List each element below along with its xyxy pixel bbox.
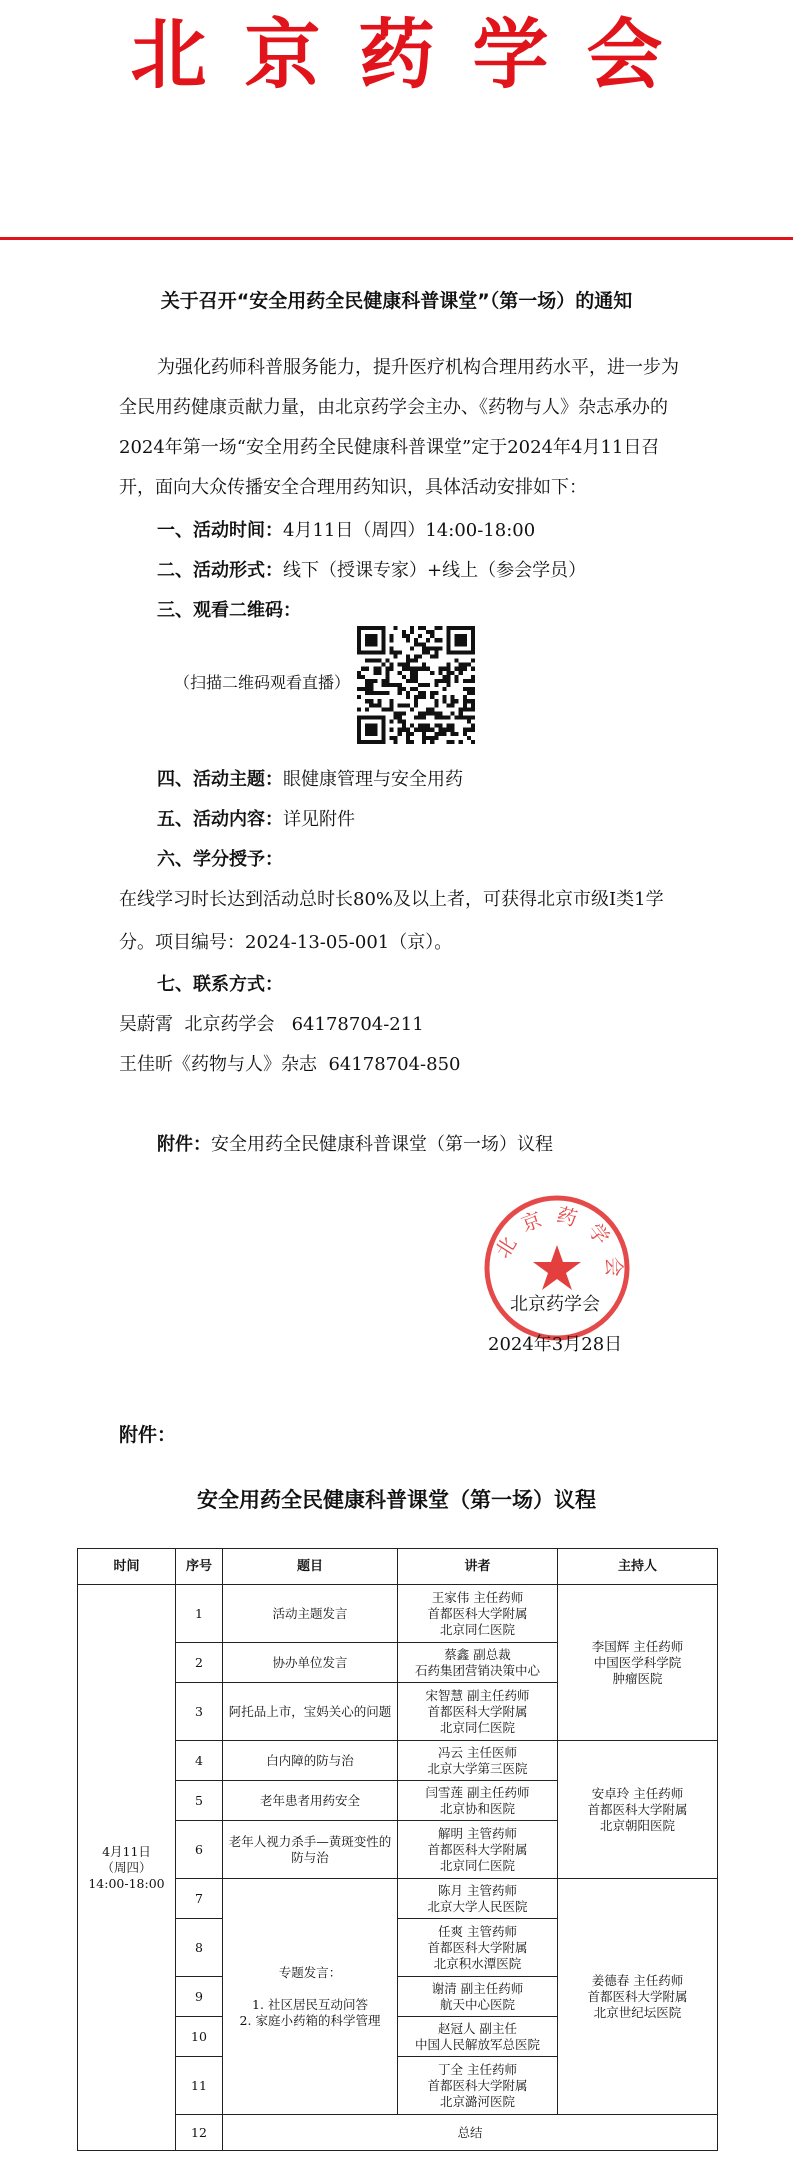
attachment-note-label: 附件： — [157, 1134, 211, 1155]
row-speaker: 冯云 主任医师 北京大学第三医院 — [398, 1741, 558, 1781]
item-form — [157, 556, 586, 586]
row-speaker: 赵冠人 副主任 中国人民解放军总医院 — [398, 2017, 558, 2057]
row-speaker: 任爽 主管药师 首都医科大学附属 北京积水潭医院 — [398, 1919, 558, 1977]
host-cell-2: 安卓玲 主任药师 首都医科大学附属 北京朝阳医院 — [558, 1741, 718, 1879]
row-topic: 协办单位发言 — [223, 1643, 398, 1683]
row-topic: 白内障的防与治 — [223, 1741, 398, 1781]
header-topic: 题目 — [223, 1549, 398, 1585]
row-topic: 老年患者用药安全 — [223, 1781, 398, 1821]
item-form-value: 线下（授课专家）+线上（参会学员） — [283, 560, 587, 581]
row-no: 11 — [176, 2057, 223, 2115]
special-topic-cell: 专题发言： 1. 社区居民互动问答 2. 家庭小药箱的科学管理 — [223, 1879, 398, 2115]
agenda-title: 安全用药全民健康科普课堂（第一场）议程 — [197, 1488, 596, 1512]
item-contact-label: 七、联系方式： — [157, 974, 283, 995]
row-speaker: 谢清 副主任药师 航天中心医院 — [398, 1977, 558, 2017]
row-no: 6 — [176, 1821, 223, 1879]
row-topic: 活动主题发言 — [223, 1585, 398, 1643]
row-no: 8 — [176, 1919, 223, 1977]
svg-text:北京药学会: 北京药学会 — [490, 1202, 627, 1289]
row-speaker: 闫雪莲 副主任药师 北京协和医院 — [398, 1781, 558, 1821]
row-no: 3 — [176, 1683, 223, 1741]
row-speaker: 宋智慧 副主任药师 首都医科大学附属 北京同仁医院 — [398, 1683, 558, 1741]
row-topic: 阿托品上市，宝妈关心的问题 — [223, 1683, 398, 1741]
row-no: 10 — [176, 2017, 223, 2057]
row-no: 9 — [176, 1977, 223, 2017]
item-content — [157, 805, 355, 835]
row-speaker: 解明 主管药师 首都医科大学附属 北京同仁医院 — [398, 1821, 558, 1879]
row-no: 5 — [176, 1781, 223, 1821]
notice-title: 关于召开“安全用药全民健康科普课堂”（第一场）的通知 — [160, 290, 633, 312]
row-no: 2 — [176, 1643, 223, 1683]
credit-paragraph: 在线学习时长达到活动总时长80%及以上者，可获得北京市级I类1学分。项目编号：2024-13-05-001（京）。 — [119, 889, 664, 953]
row-no: 1 — [176, 1585, 223, 1643]
item-theme-label: 四、活动主题： — [157, 769, 283, 790]
item-content-label: 五、活动内容： — [157, 809, 283, 830]
attachment-note-value: 安全用药全民健康科普课堂（第一场）议程 — [211, 1134, 553, 1155]
notice-date: 2024年3月28日 — [488, 1334, 623, 1355]
item-time — [157, 516, 535, 546]
header-speaker: 讲者 — [398, 1549, 558, 1585]
agenda-table — [77, 1548, 718, 2151]
item-content-value: 详见附件 — [283, 809, 355, 830]
item-credit-label: 六、学分授予： — [157, 849, 283, 870]
table-row — [78, 1585, 718, 1643]
row-speaker: 王家伟 主任药师 首都医科大学附属 北京同仁医院 — [398, 1585, 558, 1643]
header-red-rule — [0, 237, 793, 240]
contact-line-1: 吴蔚霄 北京药学会 64178704-211 — [119, 1014, 424, 1035]
contact-line-2: 王佳昕《药物与人》杂志 64178704-850 — [119, 1054, 461, 1075]
host-cell-3: 姜德春 主任药师 首都医科大学附属 北京世纪坛医院 — [558, 1879, 718, 2115]
item-theme — [157, 765, 463, 795]
item-qr-label: 三、观看二维码： — [157, 600, 301, 621]
item-time-label: 一、活动时间： — [157, 520, 283, 541]
official-seal — [482, 1193, 632, 1343]
intro-paragraph: 为强化药师科普服务能力，提升医疗机构合理用药水平，进一步为全民用药健康贡献力量，由北京药学会主办、《药物与人》杂志承办的2024年第一场“安全用药全民健康科普课堂”定于2024年4月11日召开，面向大众传播安全合理用药知识，具体活动安排如下： — [119, 357, 679, 498]
time-cell: 4月11日 （周四） 14:00-18:00 — [78, 1585, 176, 2151]
item-form-label: 二、活动形式： — [157, 560, 283, 581]
attachment-label: 附件： — [119, 1424, 177, 1446]
row-no: 4 — [176, 1741, 223, 1781]
qr-code[interactable] — [357, 626, 475, 744]
attachment-note — [157, 1130, 553, 1160]
header-host: 主持人 — [558, 1549, 718, 1585]
row-speaker: 陈月 主管药师 北京大学人民医院 — [398, 1879, 558, 1919]
row-topic: 老年人视力杀手—黄斑变性的防与治 — [223, 1821, 398, 1879]
item-theme-value: 眼健康管理与安全用药 — [283, 769, 463, 790]
row-speaker: 丁全 主任药师 首都医科大学附属 北京潞河医院 — [398, 2057, 558, 2115]
table-header-row — [78, 1549, 718, 1585]
qr-caption: （扫描二维码观看直播） — [174, 673, 351, 692]
row-speaker: 蔡鑫 副总裁 石药集团营销决策中心 — [398, 1643, 558, 1683]
row-no: 7 — [176, 1879, 223, 1919]
item-time-value: 4月11日（周四）14:00-18:00 — [283, 520, 536, 541]
org-header-title: 北京药学会 — [130, 10, 701, 99]
host-cell-1: 李国辉 主任药师 中国医学科学院 肿瘤医院 — [558, 1585, 718, 1741]
row-no: 12 — [176, 2115, 223, 2151]
header-time: 时间 — [78, 1549, 176, 1585]
header-no: 序号 — [176, 1549, 223, 1585]
signature-org: 北京药学会 — [510, 1294, 600, 1315]
row-topic-summary: 总结 — [223, 2115, 718, 2151]
